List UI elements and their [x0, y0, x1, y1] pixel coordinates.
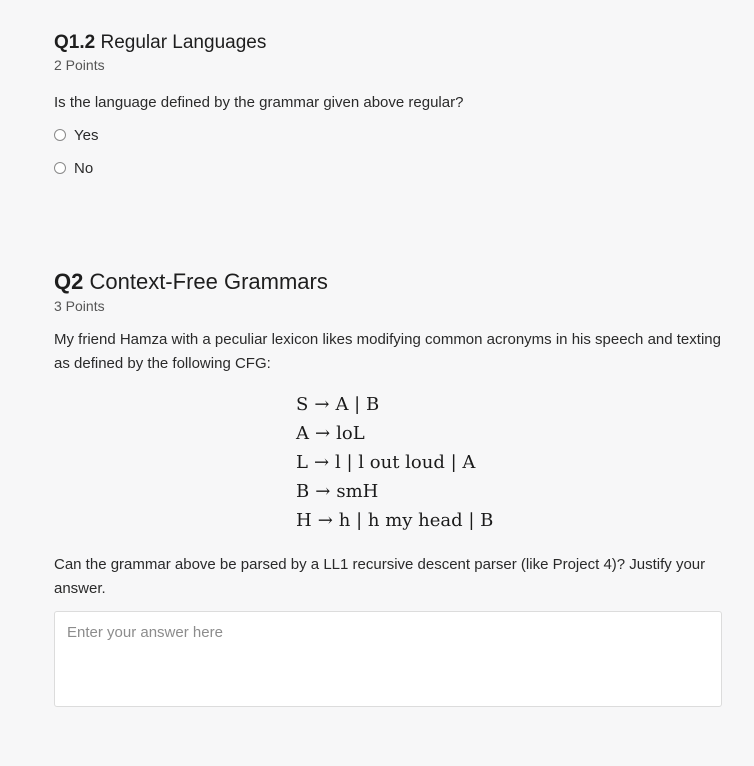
option-yes[interactable]	[54, 124, 724, 146]
grammar-rule	[296, 390, 724, 419]
question-description: My friend Hamza with a peculiar lexicon likes modifying common acronyms in his speech and texting as defined by the following CFG:	[54, 331, 721, 372]
question-title	[54, 268, 724, 296]
rule-rhs: l | l out loud | A	[335, 452, 476, 473]
rule-arrow: →	[317, 510, 333, 531]
grammar-rules	[296, 390, 724, 535]
option-label-no: No	[74, 159, 94, 177]
rule-rhs: smH	[336, 481, 379, 502]
rule-lhs: H	[296, 510, 312, 531]
radio-button-yes[interactable]	[54, 129, 66, 141]
question-title-text: Context-Free Grammars	[89, 269, 328, 294]
question-points: 2 Points	[54, 57, 105, 73]
question-points: 3 Points	[54, 298, 105, 314]
question-number: Q1.2	[54, 32, 96, 53]
question-title-text: Regular Languages	[100, 32, 267, 53]
rule-arrow: →	[315, 423, 331, 444]
rule-lhs: A	[296, 423, 309, 444]
rule-lhs: L	[296, 452, 308, 473]
question-number: Q2	[54, 269, 84, 294]
question-prompt: Can the grammar above be parsed by a LL1 recursive descent parser (like Project 4)? Justify your answer.	[54, 556, 706, 597]
option-label-yes: Yes	[74, 126, 99, 144]
question-title	[54, 31, 724, 55]
grammar-rule	[296, 506, 724, 535]
radio-button-no[interactable]	[54, 162, 66, 174]
grammar-rule	[296, 419, 724, 448]
rule-arrow: →	[315, 481, 331, 502]
question-prompt: Is the language defined by the grammar given above regular?	[54, 94, 464, 111]
rule-lhs: S	[296, 394, 309, 415]
rule-lhs: B	[296, 481, 310, 502]
question-q2	[54, 268, 724, 707]
rule-rhs: loL	[336, 423, 365, 444]
answer-textarea[interactable]	[54, 611, 722, 707]
rule-arrow: →	[314, 394, 330, 415]
rule-rhs: h | h my head | B	[338, 510, 494, 531]
rule-arrow: →	[313, 452, 330, 473]
question-q1-2	[54, 31, 724, 190]
grammar-rule	[296, 477, 724, 506]
grammar-rule	[296, 448, 724, 477]
radio-group	[54, 124, 724, 179]
option-no[interactable]	[54, 157, 724, 179]
rule-rhs: A | B	[335, 394, 380, 415]
